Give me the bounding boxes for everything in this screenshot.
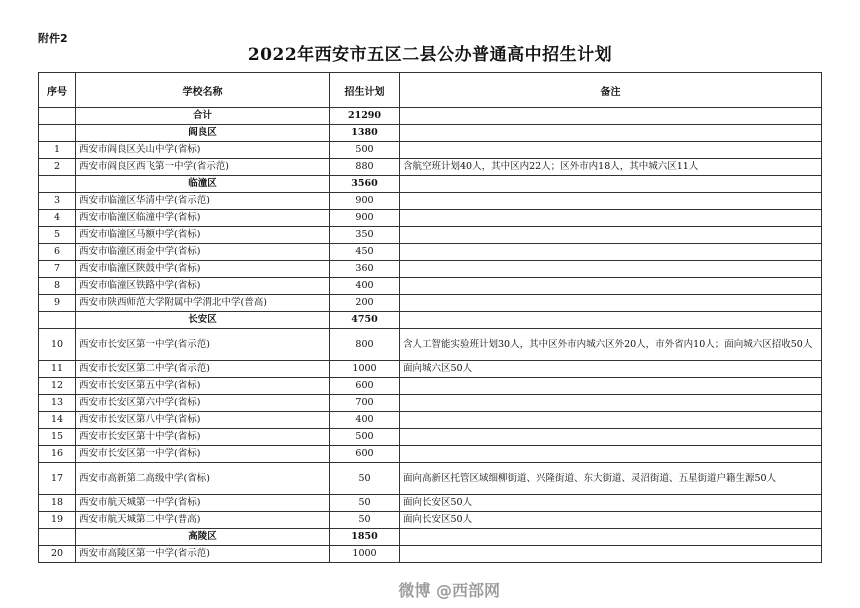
- cell-plan: 200: [330, 295, 400, 312]
- table-row: [39, 463, 822, 495]
- cell-plan: 800: [330, 329, 400, 361]
- table-row: [39, 295, 822, 312]
- page-title: 2022年西安市五区二县公办普通高中招生计划: [247, 45, 613, 65]
- cell-plan: 21290: [330, 108, 400, 125]
- cell-school-name: 西安市长安区第一中学(省示范): [76, 329, 330, 361]
- header-note: 备注: [400, 73, 822, 108]
- cell-plan: 1380: [330, 125, 400, 142]
- cell-school-name: 西安市高新第二高级中学(省标): [76, 463, 330, 495]
- cell-school-name: 长安区: [76, 312, 330, 329]
- cell-seq: 16: [39, 446, 76, 463]
- cell-school-name: 西安市长安区第一中学(省标): [76, 446, 330, 463]
- cell-school-name: 西安市临潼区临潼中学(省标): [76, 210, 330, 227]
- cell-plan: 880: [330, 159, 400, 176]
- table-row: [39, 261, 822, 278]
- cell-note: [400, 546, 822, 563]
- cell-school-name: 西安市航天城第二中学(普高): [76, 512, 330, 529]
- cell-school-name: 西安市陕西师范大学附属中学渭北中学(普高): [76, 295, 330, 312]
- cell-school-name: 高陵区: [76, 529, 330, 546]
- cell-seq: 4: [39, 210, 76, 227]
- cell-plan: 50: [330, 495, 400, 512]
- cell-note: [400, 378, 822, 395]
- cell-plan: 350: [330, 227, 400, 244]
- header-school: 学校名称: [76, 73, 330, 108]
- cell-school-name: 西安市航天城第一中学(省标): [76, 495, 330, 512]
- cell-note: [400, 529, 822, 546]
- cell-school-name: 西安市临潼区马额中学(省标): [76, 227, 330, 244]
- cell-plan: 500: [330, 429, 400, 446]
- cell-note: [400, 210, 822, 227]
- table-row: [39, 227, 822, 244]
- cell-note: 面向长安区50人: [400, 495, 822, 512]
- cell-plan: 900: [330, 193, 400, 210]
- cell-plan: 700: [330, 395, 400, 412]
- cell-note: [400, 244, 822, 261]
- cell-seq: [39, 176, 76, 193]
- cell-note: [400, 108, 822, 125]
- cell-note: [400, 312, 822, 329]
- cell-note: 面向城六区50人: [400, 361, 822, 378]
- cell-seq: [39, 125, 76, 142]
- cell-school-name: 西安市临潼区雨金中学(省标): [76, 244, 330, 261]
- cell-seq: 7: [39, 261, 76, 278]
- subtotal-row: [39, 108, 822, 125]
- cell-note: [400, 429, 822, 446]
- cell-seq: 8: [39, 278, 76, 295]
- cell-seq: [39, 529, 76, 546]
- table-row: [39, 244, 822, 261]
- table-body: [39, 108, 822, 563]
- cell-plan: 50: [330, 512, 400, 529]
- cell-plan: 50: [330, 463, 400, 495]
- table-row: [39, 429, 822, 446]
- cell-plan: 400: [330, 412, 400, 429]
- cell-note: [400, 227, 822, 244]
- cell-seq: 14: [39, 412, 76, 429]
- cell-plan: 900: [330, 210, 400, 227]
- table-row: [39, 512, 822, 529]
- cell-seq: 5: [39, 227, 76, 244]
- cell-plan: 600: [330, 378, 400, 395]
- header-plan: 招生计划: [330, 73, 400, 108]
- cell-note: [400, 261, 822, 278]
- cell-plan: 360: [330, 261, 400, 278]
- cell-plan: 450: [330, 244, 400, 261]
- cell-school-name: 合计: [76, 108, 330, 125]
- cell-seq: 6: [39, 244, 76, 261]
- cell-plan: 500: [330, 142, 400, 159]
- cell-seq: 12: [39, 378, 76, 395]
- cell-seq: 19: [39, 512, 76, 529]
- cell-school-name: 阎良区: [76, 125, 330, 142]
- cell-school-name: 西安市长安区第五中学(省标): [76, 378, 330, 395]
- subtotal-row: [39, 125, 822, 142]
- cell-school-name: 西安市临潼区铁路中学(省标): [76, 278, 330, 295]
- cell-note: [400, 395, 822, 412]
- cell-seq: 17: [39, 463, 76, 495]
- cell-note: [400, 193, 822, 210]
- table-row: [39, 546, 822, 563]
- cell-plan: 3560: [330, 176, 400, 193]
- cell-seq: 1: [39, 142, 76, 159]
- table-header-row: [39, 73, 822, 108]
- cell-note: 含人工智能实验班计划30人，其中区外市内城六区外20人，市外省内10人；面向城六区招收50人: [400, 329, 822, 361]
- cell-plan: 400: [330, 278, 400, 295]
- cell-seq: [39, 312, 76, 329]
- cell-seq: 15: [39, 429, 76, 446]
- cell-seq: [39, 108, 76, 125]
- cell-seq: 13: [39, 395, 76, 412]
- enrollment-plan-table: [38, 72, 822, 563]
- table-row: [39, 159, 822, 176]
- cell-school-name: 西安市长安区第八中学(省标): [76, 412, 330, 429]
- subtotal-row: [39, 529, 822, 546]
- cell-plan: 1000: [330, 361, 400, 378]
- table-row: [39, 210, 822, 227]
- cell-note: [400, 142, 822, 159]
- table-row: [39, 395, 822, 412]
- cell-school-name: 西安市长安区第二中学(省示范): [76, 361, 330, 378]
- cell-school-name: 西安市长安区第十中学(省标): [76, 429, 330, 446]
- cell-seq: 2: [39, 159, 76, 176]
- header-seq: 序号: [39, 73, 76, 108]
- watermark: 微博 @西部网: [398, 581, 500, 600]
- cell-note: 面向高新区托管区域细柳街道、兴隆街道、东大街道、灵沼街道、五星街道户籍生源50人: [400, 463, 822, 495]
- table-row: [39, 142, 822, 159]
- cell-note: [400, 125, 822, 142]
- cell-seq: 20: [39, 546, 76, 563]
- cell-note: [400, 295, 822, 312]
- table-row: [39, 361, 822, 378]
- cell-note: 面向长安区50人: [400, 512, 822, 529]
- cell-school-name: 临潼区: [76, 176, 330, 193]
- cell-plan: 600: [330, 446, 400, 463]
- cell-plan: 4750: [330, 312, 400, 329]
- cell-note: 含航空班计划40人，其中区内22人；区外市内18人，其中城六区11人: [400, 159, 822, 176]
- cell-school-name: 西安市临潼区华清中学(省示范): [76, 193, 330, 210]
- cell-note: [400, 446, 822, 463]
- cell-school-name: 西安市高陵区第一中学(省示范): [76, 546, 330, 563]
- cell-seq: 3: [39, 193, 76, 210]
- cell-note: [400, 278, 822, 295]
- cell-school-name: 西安市阎良区关山中学(省标): [76, 142, 330, 159]
- cell-school-name: 西安市临潼区陕鼓中学(省标): [76, 261, 330, 278]
- cell-school-name: 西安市阎良区西飞第一中学(省示范): [76, 159, 330, 176]
- table-row: [39, 193, 822, 210]
- table-row: [39, 495, 822, 512]
- subtotal-row: [39, 176, 822, 193]
- cell-plan: 1850: [330, 529, 400, 546]
- table-row: [39, 446, 822, 463]
- cell-plan: 1000: [330, 546, 400, 563]
- cell-note: [400, 412, 822, 429]
- cell-school-name: 西安市长安区第六中学(省标): [76, 395, 330, 412]
- cell-seq: 10: [39, 329, 76, 361]
- table-row: [39, 329, 822, 361]
- cell-seq: 18: [39, 495, 76, 512]
- cell-seq: 11: [39, 361, 76, 378]
- cell-note: [400, 176, 822, 193]
- attachment-label: 附件2: [38, 32, 68, 45]
- table-row: [39, 378, 822, 395]
- cell-seq: 9: [39, 295, 76, 312]
- table-row: [39, 412, 822, 429]
- table-row: [39, 278, 822, 295]
- subtotal-row: [39, 312, 822, 329]
